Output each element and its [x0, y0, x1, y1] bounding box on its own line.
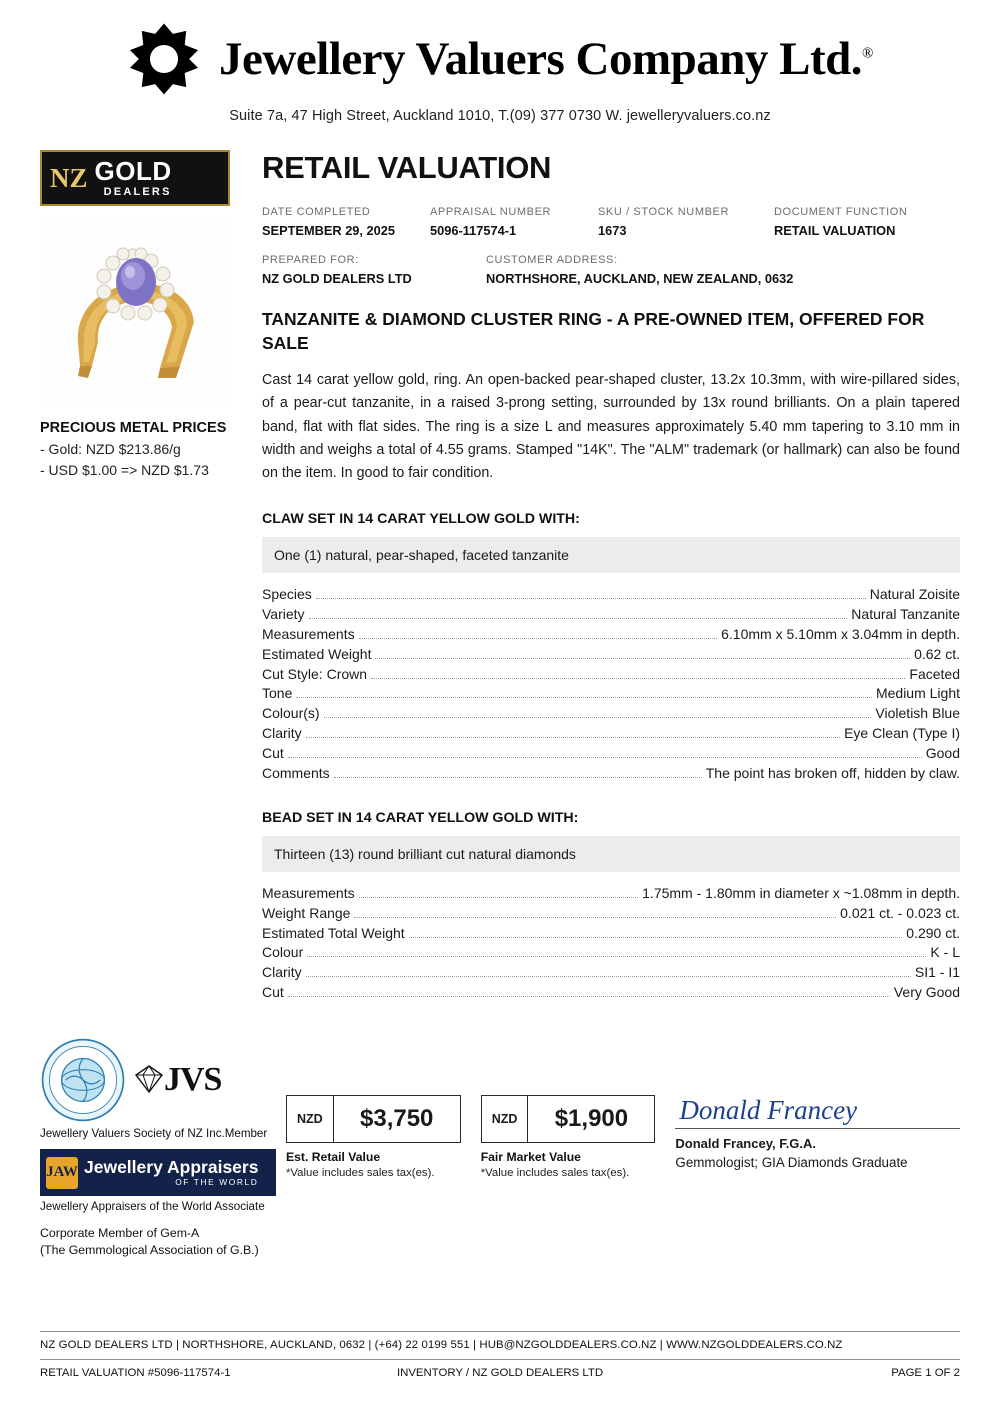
spec-value: Faceted: [909, 665, 960, 682]
spec-value: Good: [925, 745, 960, 762]
spec-value: Natural Tanzanite: [851, 605, 960, 622]
dot-leader: [334, 777, 702, 778]
spec-row: [262, 904, 960, 924]
meta-value: RETAIL VALUATION: [774, 223, 896, 238]
spec-row: [262, 605, 960, 625]
meta-label: DATE COMPLETED: [262, 206, 371, 218]
spec-key: Estimated Weight: [262, 645, 372, 662]
spec-row: [262, 704, 960, 724]
brand-row: [40, 22, 960, 96]
gem-section-heading: CLAW SET IN 14 CARAT YELLOW GOLD WITH:: [262, 511, 580, 528]
spec-row: [262, 684, 960, 704]
spec-key: Clarity: [262, 725, 302, 742]
spec-row: [262, 585, 960, 605]
dot-leader: [375, 658, 910, 659]
diamond-subject: Thirteen (13) round brilliant cut natural diamonds: [262, 836, 960, 872]
company-address: Suite 7a, 47 High Street, Auckland 1010, T.(09) 377 0730 W. jewelleryvaluers.co.nz: [229, 108, 771, 124]
fair-market-value-note: *Value includes sales tax(es).: [480, 1167, 630, 1180]
memberships-block: [40, 1037, 280, 1259]
memberships-and-values: [0, 1037, 1000, 1259]
spec-key: Clarity: [262, 964, 302, 981]
spec-value: 0.290 ct.: [906, 924, 960, 941]
precious-metal-prices-title: PRECIOUS METAL PRICES: [40, 420, 227, 436]
company-name-text: Jewellery Valuers Company Ltd.: [219, 33, 863, 85]
values-area: [280, 1037, 960, 1259]
badge-gold-text: GOLD: [94, 156, 172, 186]
diamond-icon: [134, 1064, 164, 1094]
badge-dealers-text: DEALERS: [103, 186, 172, 198]
spec-row: [262, 724, 960, 744]
gem-spec-list: [262, 585, 960, 784]
footer-meta-line: [40, 1360, 960, 1379]
corporate-membership: [40, 1225, 280, 1259]
dot-leader: [354, 917, 836, 918]
dot-leader: [306, 737, 840, 738]
jaw-membership-badge: [40, 1149, 276, 1196]
jvs-caption: Jewellery Valuers Society of NZ Inc.Member: [40, 1127, 268, 1141]
jewellery-valuers-seal-icon: [40, 1037, 126, 1123]
spec-row: [262, 943, 960, 963]
fair-market-amount: $1,900: [554, 1105, 629, 1133]
retail-amount: $3,750: [360, 1105, 434, 1133]
dot-leader: [288, 996, 890, 997]
spec-value: Violetish Blue: [875, 705, 960, 722]
signatory-name: Donald Francey, F.G.A.: [675, 1136, 817, 1152]
metal-price-usd: - USD $1.00 => NZD $1.73: [40, 462, 209, 478]
signature-rule: [675, 1128, 960, 1129]
meta-document-function: [774, 206, 907, 238]
dot-leader: [316, 598, 866, 599]
spec-value: 0.62 ct.: [914, 645, 960, 662]
spec-key: Species: [262, 586, 312, 603]
spec-key: Cut: [262, 745, 284, 762]
spec-key: Cut Style: Crown: [262, 665, 368, 682]
retail-value-box: [286, 1095, 461, 1143]
document-header: [0, 0, 1000, 124]
dot-leader: [307, 956, 926, 957]
spec-key: Variety: [262, 605, 305, 622]
spec-row: [262, 924, 960, 944]
spec-value: Very Good: [893, 984, 960, 1001]
jaw-badge-mark: JAW: [46, 1157, 78, 1189]
fair-market-value-block: [481, 1095, 656, 1179]
registered-trademark-icon: ®: [862, 45, 873, 62]
footer-page-number: PAGE 1 OF 2: [891, 1367, 961, 1379]
meta-label: CUSTOMER ADDRESS:: [486, 254, 618, 266]
dot-leader: [371, 678, 905, 679]
retail-value-block: [286, 1095, 461, 1179]
meta-row-primary: [262, 206, 960, 238]
spec-value: 1.75mm - 1.80mm in diameter x ~1.08mm in depth.: [642, 884, 960, 901]
footer-inventory: INVENTORY / NZ GOLD DEALERS LTD: [396, 1367, 604, 1379]
spec-row: [262, 884, 960, 904]
retail-value-note: *Value includes sales tax(es).: [286, 1167, 435, 1180]
dot-leader: [359, 638, 718, 639]
meta-label: SKU / STOCK NUMBER: [598, 206, 730, 218]
meta-label: APPRAISAL NUMBER: [430, 206, 552, 218]
spec-key: Measurements: [262, 625, 355, 642]
corporate-line-1: Corporate Member of Gem-A: [40, 1226, 200, 1241]
jaw-caption: Jewellery Appraisers of the World Associate: [40, 1200, 265, 1214]
spec-row: [262, 744, 960, 764]
spec-row: [262, 983, 960, 1003]
meta-customer-address: [486, 254, 793, 286]
dot-leader: [409, 937, 903, 938]
spec-value: K - L: [930, 944, 960, 961]
item-title: TANZANITE & DIAMOND CLUSTER RING - A PRE-OWNED ITEM, OFFERED FOR SALE: [262, 309, 925, 353]
ring-photo: [40, 216, 230, 406]
fair-market-currency: NZD: [482, 1096, 529, 1142]
spec-value: Medium Light: [875, 685, 960, 702]
signatory-title: Gemmologist; GIA Diamonds Graduate: [675, 1155, 908, 1171]
item-description: Cast 14 carat yellow gold, ring. An open-backed pear-shaped cluster, 13.2x 10.3mm, with wire-pillared sides, of a pear-cut tanzanite, in a raised 3-prong setting, surrounded by 13x round brilliants. On a plain tapered band, flat with flat sides. The ring is a size L and measures approximately 5.40 mm tapering to 3.10 mm in width and weighs a total of 4.55 grams. Stamped "14K". The "ALM" trademark (or hallmark) can also be found on the item. In good to fair condition.: [262, 372, 960, 481]
retail-value-caption: Est. Retail Value: [286, 1150, 381, 1165]
left-sidebar: [40, 150, 240, 1003]
spec-key: Measurements: [262, 884, 355, 901]
jaw-subtitle: OF THE WORLD: [175, 1176, 259, 1187]
meta-row-secondary: [262, 254, 960, 286]
corporate-line-2: (The Gemmological Association of G.B.): [40, 1243, 259, 1257]
dot-leader: [359, 897, 639, 898]
meta-appraisal-number: [430, 206, 598, 238]
jvs-mark-text: JVS: [164, 1061, 222, 1099]
jaw-title: Jewellery Appraisers: [84, 1157, 259, 1178]
meta-value: NORTHSHORE, AUCKLAND, NEW ZEALAND, 0632: [486, 271, 794, 286]
meta-date-completed: [262, 206, 430, 238]
spec-key: Colour(s): [262, 705, 320, 722]
badge-nz-text: NZ: [50, 162, 88, 193]
spec-row: [262, 764, 960, 784]
fair-market-value-box: [481, 1095, 656, 1143]
spec-value: Eye Clean (Type I): [844, 725, 960, 742]
fair-market-value-caption: Fair Market Value: [480, 1150, 581, 1165]
page-title: RETAIL VALUATION: [262, 150, 552, 185]
meta-label: DOCUMENT FUNCTION: [774, 206, 908, 218]
nz-gold-dealers-badge: [40, 150, 230, 206]
dot-leader: [288, 757, 922, 758]
spec-value: Natural Zoisite: [869, 586, 960, 603]
jvs-row: [40, 1037, 280, 1123]
spec-key: Estimated Total Weight: [262, 924, 405, 941]
main-content: [0, 150, 1000, 1003]
footer-contact-line: NZ GOLD DEALERS LTD | NORTHSHORE, AUCKLAND, 0632 | (+64) 22 0199 551 | HUB@NZGOLDDEALERS.CO.NZ | WWW.NZGOLDDEALERS.CO.NZ: [40, 1339, 843, 1351]
diamond-section-heading: BEAD SET IN 14 CARAT YELLOW GOLD WITH:: [262, 809, 579, 826]
company-name: [219, 32, 873, 86]
meta-label: PREPARED FOR:: [262, 254, 359, 266]
diamond-spec-list: [262, 884, 960, 1003]
spec-key: Weight Range: [262, 904, 351, 921]
page-footer: [40, 1331, 960, 1379]
spec-row: [262, 963, 960, 983]
spec-value: 0.021 ct. - 0.023 ct.: [840, 904, 960, 921]
spec-key: Colour: [262, 944, 304, 961]
dot-leader: [296, 697, 872, 698]
metal-price-gold: - Gold: NZD $213.86/g: [40, 441, 181, 457]
dot-leader: [324, 717, 872, 718]
meta-prepared-for: [262, 254, 486, 286]
meta-value: 5096-117574-1: [430, 223, 517, 238]
signature-block: [675, 1095, 960, 1170]
spec-row: [262, 665, 960, 685]
retail-currency: NZD: [287, 1096, 334, 1142]
spec-key: Comments: [262, 764, 330, 781]
spec-key: Tone: [262, 685, 293, 702]
company-logo-icon: [127, 22, 201, 96]
dot-leader: [309, 618, 848, 619]
meta-value: SEPTEMBER 29, 2025: [262, 223, 396, 238]
meta-sku-number: [598, 206, 774, 238]
spec-value: The point has broken off, hidden by claw.: [705, 764, 960, 781]
spec-key: Cut: [262, 984, 284, 1001]
dot-leader: [306, 976, 911, 977]
spec-value: 6.10mm x 5.10mm x 3.04mm in depth.: [721, 625, 960, 642]
footer-document-ref: RETAIL VALUATION #5096-117574-1: [40, 1367, 231, 1379]
spec-value: SI1 - I1: [914, 964, 960, 981]
meta-value: 1673: [598, 223, 627, 238]
valuation-body: [240, 150, 960, 1003]
meta-value: NZ GOLD DEALERS LTD: [262, 271, 412, 286]
gem-subject: One (1) natural, pear-shaped, faceted tanzanite: [262, 537, 960, 573]
ring-photo-image: [40, 216, 230, 406]
spec-row: [262, 645, 960, 665]
spec-row: [262, 625, 960, 645]
jvs-mark: [134, 1061, 221, 1099]
signature-script: Donald Francey: [679, 1095, 858, 1126]
